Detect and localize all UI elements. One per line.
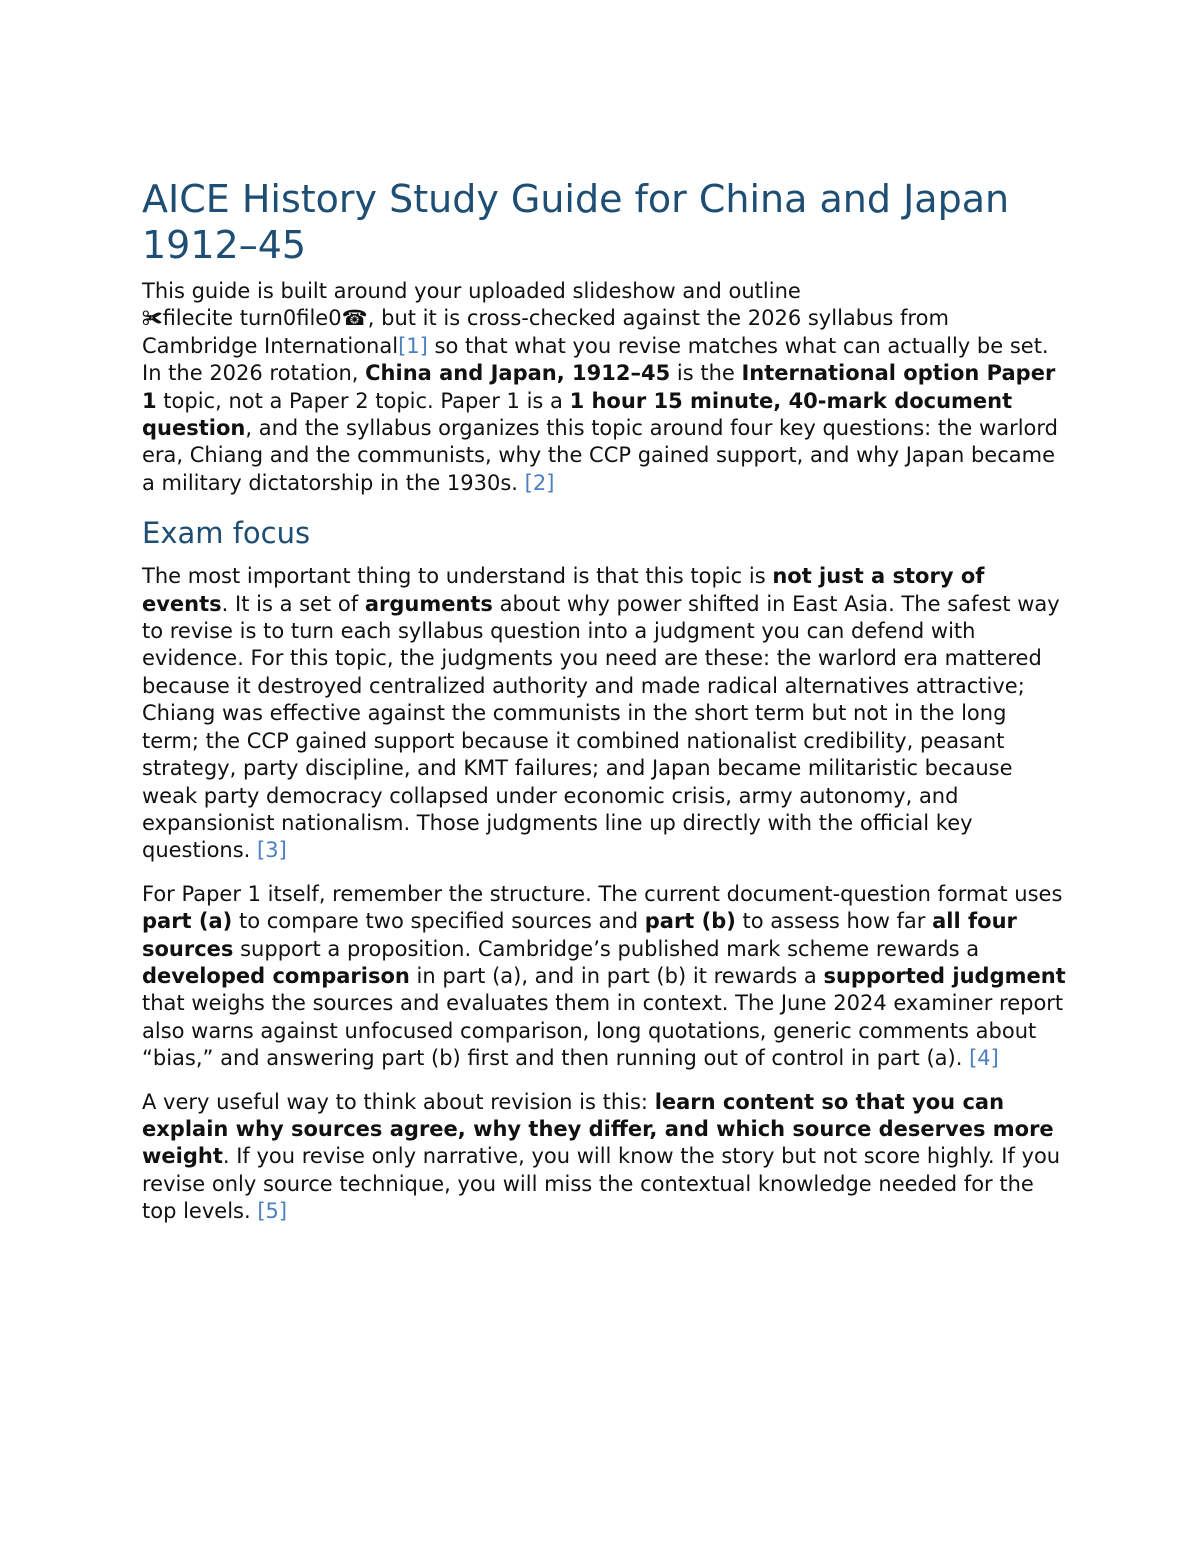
p2-text-6: that weighs the sources and evaluates them in context. The June 2024 examiner report also warns against unfocused comparison, long quotations, generic comments about “bias,” and answering part (b) first and then running out of control in part (a). — [142, 991, 1064, 1071]
citation-link-5[interactable]: [5] — [257, 1199, 288, 1224]
intro-bold-option: International option Paper 1 — [142, 361, 1056, 413]
section-heading-exam-focus: Exam focus — [142, 516, 311, 551]
intro-text-1: This guide is built around your uploaded slideshow and outline — [142, 279, 801, 303]
intro-text-2: , but it is cross-checked against the 2026 syllabus from Cambridge International — [142, 306, 949, 358]
p2-text-3: to assess how far — [735, 909, 933, 934]
intro-text-3: so that what you revise matches what can actually be set. In the 2026 rotation, — [142, 333, 1049, 386]
p1-bold-2: arguments — [364, 591, 493, 616]
document-title: AICE History Study Guide for China and Japan 1912–45 — [142, 177, 1010, 267]
intro-text-4: is the — [670, 361, 742, 386]
p2-text-1: For Paper 1 itself, remember the structure. The current document-question format uses — [142, 881, 1063, 906]
p2-text-4: support a proposition. Cambridge’s published mark scheme rewards a — [233, 936, 980, 961]
exam-focus-paragraph-1 — [142, 563, 1067, 864]
exam-focus-paragraph-3 — [142, 1089, 1067, 1226]
p1-text-2: . It is a set of — [221, 591, 365, 616]
p2-bold-5: supported judgment — [823, 963, 1066, 988]
intro-text-6: , and the syllabus organizes this topic around four key questions: the warlord era, Chiang and the communists, why the CCP gained support, and why Japan became a military dictatorship in the 1930s. — [142, 416, 1058, 495]
citation-link-1[interactable]: [1] — [398, 333, 428, 358]
p1-text-3: about why power shifted in East Asia. The safest way to revise is to turn each syllabus question into a judgment you can defend with evidence. For this topic, the judgments you need are these: the warlord era mattered because it destroyed centralized authority and made radical alternatives attractive; Chiang was effective against the communists in the short term but not in the long term; the CCP gained support because it combined nationalist credibility, peasant strategy, party discipline, and KMT failures; and Japan became militaristic because weak party democracy collapsed under economic crisis, army autonomy, and expansionist nationalism. Those judgments line up directly with the official key questions. — [142, 591, 1060, 863]
p1-text-1: The most important thing to understand is that this topic is — [142, 564, 773, 589]
p2-text-2: to compare two specified sources and — [232, 909, 645, 934]
p3-text-1: A very useful way to think about revision is this: — [142, 1089, 655, 1114]
intro-bold-duration: 1 hour 15 minute, 40-mark document question — [142, 388, 1013, 441]
intro-bold-topic: China and Japan, 1912–45 — [365, 361, 671, 386]
intro-text-5: topic, not a Paper 2 topic. Paper 1 is a — [156, 388, 570, 413]
exam-focus-paragraph-2 — [142, 881, 1067, 1073]
p2-bold-3: all four sources — [142, 909, 1017, 961]
citation-link-2[interactable]: [2] — [524, 470, 555, 495]
citation-link-4[interactable]: [4] — [969, 1046, 999, 1071]
p3-bold-1: learn content so that you can explain why sources agree, why they differ, and which source deserves more weight — [142, 1089, 1054, 1169]
document-page — [142, 176, 1067, 1242]
citation-link-3[interactable]: [3] — [257, 838, 287, 863]
p2-bold-2: part (b) — [644, 909, 736, 934]
p3-text-2: . If you revise only narrative, you will know the story but not score highly. If you revise only source technique, you will miss the contextual knowledge needed for the top levels. — [142, 1144, 1061, 1224]
p1-bold-1: not just a story of events — [142, 564, 985, 616]
intro-paragraph — [142, 278, 1067, 497]
filecite-marker: ✀filecite turn0file0☎ — [142, 306, 368, 331]
p2-bold-4: developed comparison — [142, 963, 410, 988]
p2-bold-1: part (a) — [142, 909, 233, 934]
p2-text-5: in part (a), and in part (b) it rewards a — [409, 963, 824, 988]
